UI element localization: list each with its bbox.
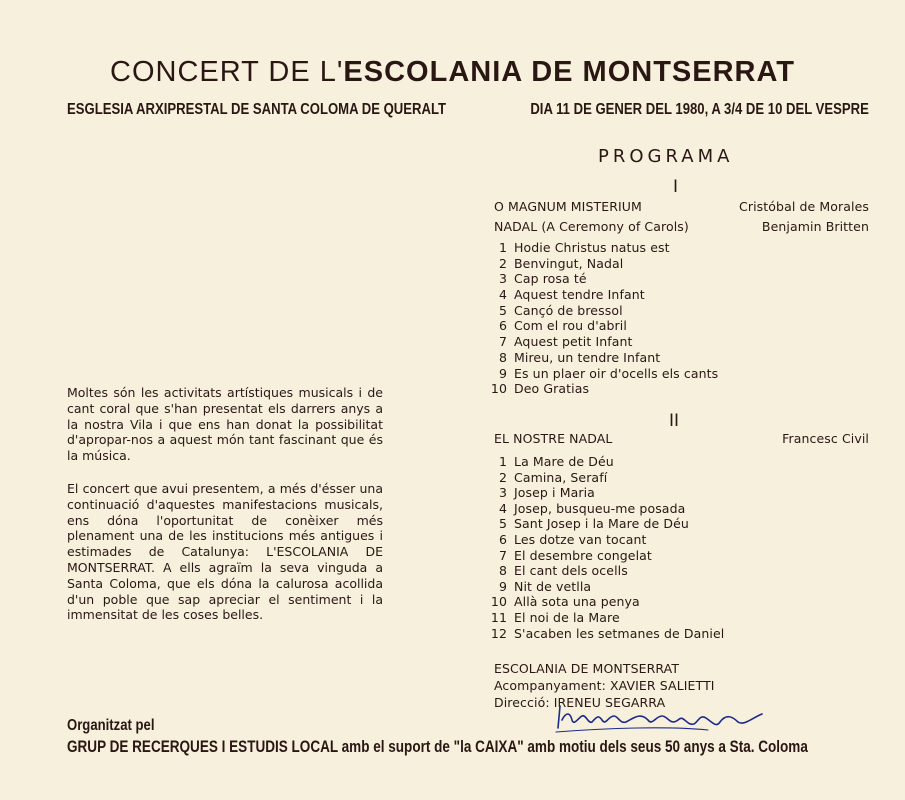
title-light: CONCERT DE L' — [110, 56, 344, 88]
accompaniment-credit: Acompanyament: XAVIER SALIETTI — [494, 678, 715, 693]
list-item: 5 Sant Josep i la Mare de Déu — [498, 516, 689, 532]
list-item: 8 Mireu, un tendre Infant — [498, 349, 661, 365]
programa-heading: PROGRAMA — [598, 146, 734, 167]
list-item: 4 Josep, busqueu-me posada — [498, 500, 686, 516]
part-one-list — [487, 240, 718, 397]
list-item: 3 Cap rosa té — [498, 271, 587, 287]
list-item: 11 El noi de la Mare — [490, 609, 620, 625]
date-line: DIA 11 DE GENER DEL 1980, A 3/4 DE 10 DEL VESPRE — [530, 101, 869, 118]
list-item: 1 Hodie Christus natus est — [498, 240, 670, 255]
list-item: 6 Les dotze van tocant — [498, 531, 647, 547]
part-two-list — [487, 454, 724, 641]
handwritten-signature — [548, 698, 778, 738]
organisers-line: GRUP DE RECERQUES I ESTUDIS LOCAL amb el suport de "la CAIXA" amb motiu dels seus 50 anys a Sta. Coloma — [67, 738, 808, 756]
list-item: 12 S'acaben les setmanes de Daniel — [490, 625, 725, 641]
work-title: EL NOSTRE NADAL — [494, 431, 613, 446]
list-item: 10 Allà sota una penya — [490, 594, 640, 610]
list-item: 2 Camina, Serafí — [498, 469, 608, 485]
work-composer: Benjamin Britten — [761, 219, 869, 234]
list-item: 10 Deo Gratias — [490, 381, 590, 397]
list-item: 2 Benvingut, Nadal — [498, 255, 624, 271]
list-item: 9 Nit de vetlla — [498, 578, 592, 594]
list-item: 1 La Mare de Déu — [498, 454, 614, 469]
work-composer: Francesc Civil — [782, 431, 869, 446]
list-item: 9 Es un plaer oir d'ocells els cants — [498, 365, 719, 381]
list-item: 7 El desembre congelat — [498, 547, 652, 563]
concert-title — [0, 56, 905, 89]
list-item: 8 El cant dels ocells — [498, 563, 628, 579]
work-title: O MAGNUM MISTERIUM — [494, 199, 642, 214]
list-item: 5 Cançó de bressol — [498, 302, 623, 318]
list-item: 3 Josep i Maria — [498, 485, 595, 501]
list-item: 6 Com el rou d'abril — [498, 318, 627, 334]
part-two-numeral: II — [669, 411, 680, 431]
intro-paragraph: Moltes són les activitats artístiques musicals i de cant coral que s'han presentat els darrers anys a la nostra Vila i que ens han donat la possibilitat d'apropar-nos a aquest món tant fascinant que és la música. — [67, 385, 383, 464]
work-composer: Cristóbal de Morales — [739, 199, 869, 214]
direction-credit: Direcció: IRENEU SEGARRA — [494, 695, 666, 710]
intro-paragraph: El concert que avui presentem, a més d'ésser una continuació d'aquestes manifestacions musicals, ens dóna l'oportunitat de conèixer més plenament una de les institucions més antigues i estimades de Catalunya: L'ESCOLANIA DE MONTSERRAT. A ells agraïm la seva vinguda a Santa Coloma, que els dóna la calurosa acollida d'un poble que sap apreciar el sentiment i la immensitat de les coses belles. — [67, 480, 383, 623]
list-item: 7 Aquest petit Infant — [498, 334, 633, 350]
intro-text — [67, 385, 383, 640]
choir-credit: ESCOLANIA DE MONTSERRAT — [494, 661, 680, 676]
list-item: 4 Aquest tendre Infant — [498, 287, 645, 303]
part-one-numeral: I — [673, 177, 679, 197]
title-bold: ESCOLANIA DE MONTSERRAT — [343, 56, 795, 88]
work-title: NADAL (A Ceremony of Carols) — [494, 219, 689, 234]
venue-line: ESGLESIA ARXIPRESTAL DE SANTA COLOMA DE QUERALT — [67, 101, 447, 118]
organised-by-label: Organitzat pel — [67, 717, 155, 734]
